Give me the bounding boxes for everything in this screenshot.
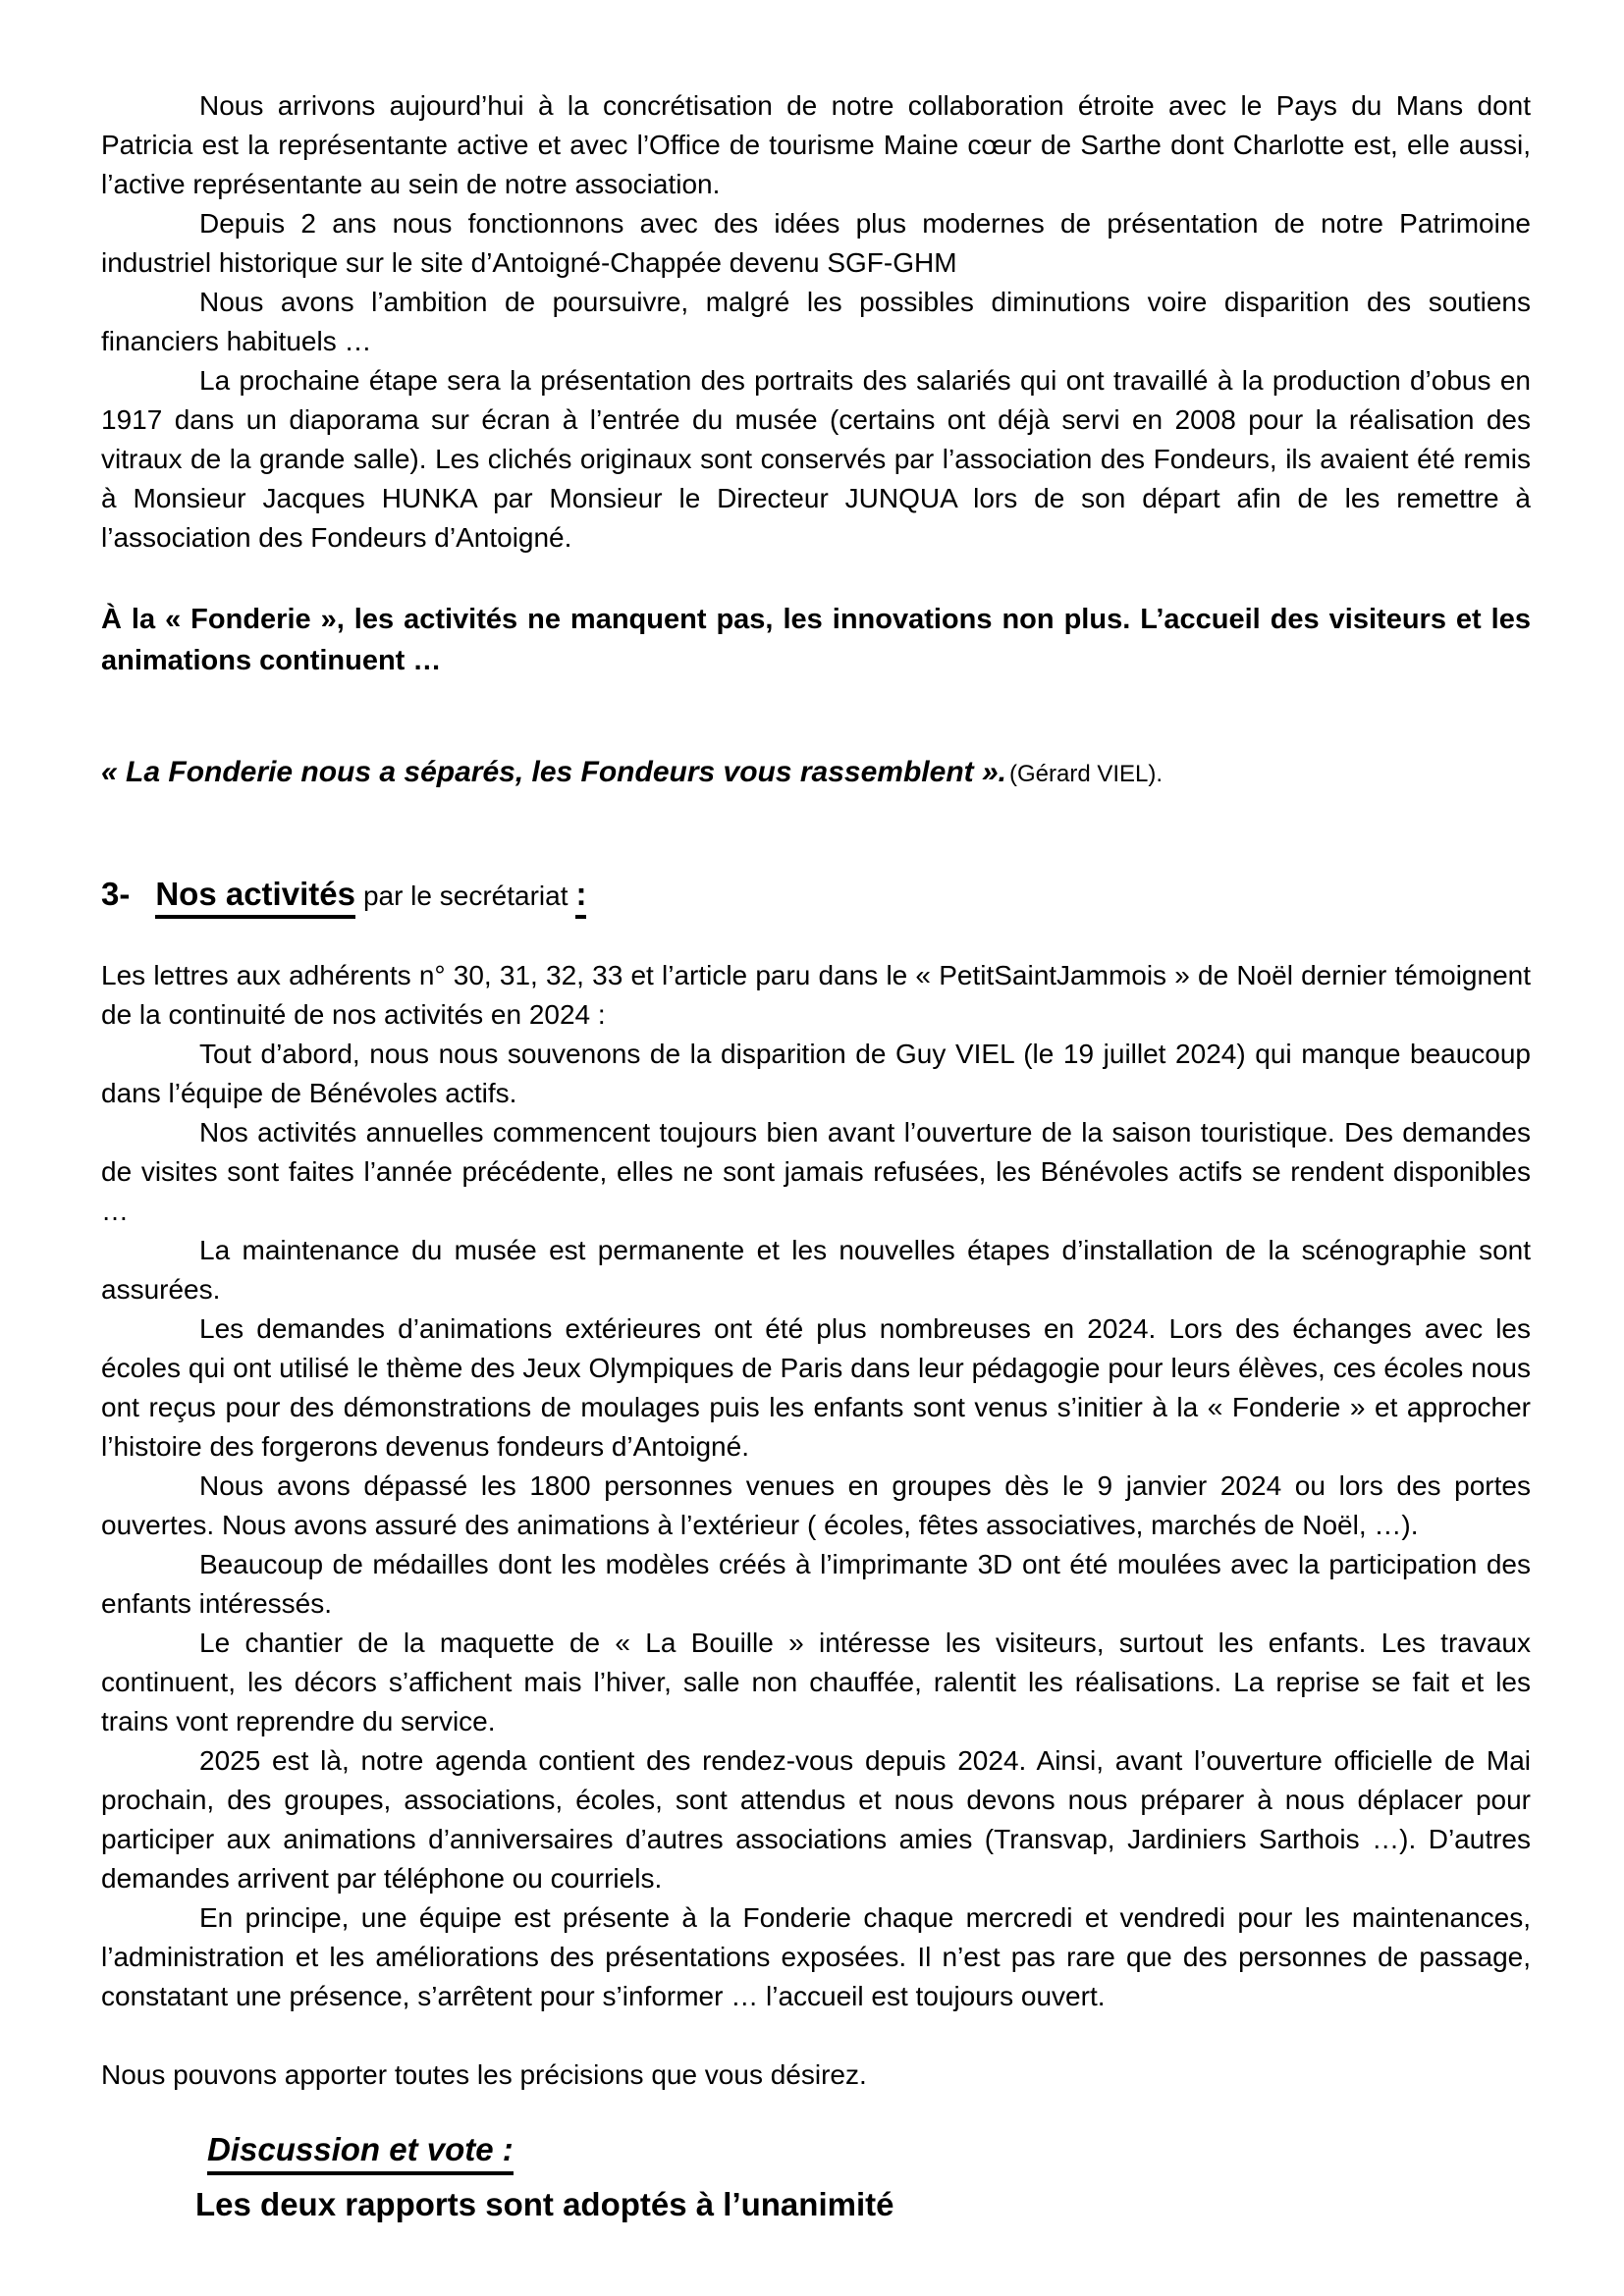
paragraph-medailles-3d: Beaucoup de médailles dont les modèles créés à l’imprimante 3D ont été moulées avec la participation des enfants intéressés. [101, 1549, 1531, 1620]
vote-heading [207, 2126, 1531, 2174]
paragraph-animations-exterieures: Les demandes d’animations extérieures ont été plus nombreuses en 2024. Lors des échanges avec les écoles qui ont utilisé le thème des Jeux Olympiques de Paris dans leur pédagogie pour leurs élèves, ces écoles nous ont reçus pour des démonstrations de moulages puis les enfants sont venus s’initier à la « Fonderie » et approcher l’histoire des forgerons devenus fondeurs d’Antoigné. [101, 1313, 1531, 1463]
highlight-paragraph: À la « Fonderie », les activités ne manquent pas, les innovations non plus. L’accueil des visiteurs et les animations continuent … [101, 604, 1531, 676]
section-3-title: Nos activités [155, 877, 355, 919]
vote-result: Les deux rapports sont adoptés à l’unanimité [195, 2185, 894, 2222]
quote-attribution: (Gérard VIEL). [1009, 761, 1164, 787]
section-3-number: 3- [101, 876, 131, 912]
paragraph-lettres-adherents: Les lettres aux adhérents n° 30, 31, 32, 33 et l’article paru dans le « PetitSaintJammois » de Noël dernier témoignent de la continuité de nos activités en 2024 : [101, 960, 1531, 1031]
paragraph-maintenance-musee: La maintenance du musée est permanente et les nouvelles étapes d’installation de la scénographie sont assurées. [101, 1235, 1531, 1306]
closing-section [101, 2056, 1531, 2095]
paragraph-collaboration: Nous arrivons aujourd’hui à la concrétisation de notre collaboration étroite avec le Pays du Mans dont Patricia est la représentante active et avec l’Office de tourisme Maine cœur de Sarthe dont Charlotte est, elle aussi, l’active représentante au sein de notre association. [101, 90, 1531, 199]
quote-line [101, 756, 1531, 789]
vote-heading-text: Discussion et vote : [207, 2132, 514, 2174]
intro-section [101, 86, 1531, 558]
paragraph-agenda-2025: 2025 est là, notre agenda contient des rendez-vous depuis 2024. Ainsi, avant l’ouverture officielle de Mai prochain, des groupes, associations, écoles, sont attendus et nous devons nous préparer à nous déplacer pour participer aux animations d’anniversaires d’autres associations amies (Transvap, Jardiniers Sarthois …). D’autres demandes arrivent par téléphone ou courriels. [101, 1745, 1531, 1895]
paragraph-equipe-presente: En principe, une équipe est présente à la Fonderie chaque mercredi et vendredi pour les maintenances, l’administration et les améliorations des présentations exposées. Il n’est pas rare que des personnes de passage, constatant une présence, s’arrêtent pour s’informer … l’accueil est toujours ouvert. [101, 1902, 1531, 2012]
paragraph-depuis-2-ans: Depuis 2 ans nous fonctionnons avec des idées plus modernes de présentation de notre Patrimoine industriel historique sur le site d’Antoigné-Chappée devenu SGF-GHM [101, 208, 1531, 278]
paragraph-ambition: Nous avons l’ambition de poursuivre, malgré les possibles diminutions voire disparition des soutiens financiers habituels … [101, 287, 1531, 356]
section-3-subtitle: par le secrétariat [362, 881, 568, 911]
quote-text: « La Fonderie nous a séparés, les Fondeurs vous rassemblent ». [101, 756, 1006, 788]
paragraph-precisions: Nous pouvons apporter toutes les précisions que vous désirez. [101, 2059, 867, 2091]
paragraph-activites-annuelles: Nos activités annuelles commencent toujours bien avant l’ouverture de la saison touristique. Des demandes de visites sont faites l’année précédente, elles ne sont jamais refusées, les Bénévoles actifs se rendent disponibles … [101, 1117, 1531, 1227]
section-3-body [101, 956, 1531, 2016]
paragraph-1800-personnes: Nous avons dépassé les 1800 personnes venues en groupes dès le 9 janvier 2024 ou lors des portes ouvertes. Nous avons assuré des animations à l’extérieur ( écoles, fêtes associatives, marchés de Noël, …). [101, 1470, 1531, 1541]
paragraph-guy-viel: Tout d’abord, nous nous souvenons de la disparition de Guy VIEL (le 19 juillet 2024) qui manque beaucoup dans l’équipe de Bénévoles actifs. [101, 1039, 1531, 1109]
paragraph-maquette-la-bouille: Le chantier de la maquette de « La Bouille » intéresse les visiteurs, surtout les enfants. Les travaux continuent, les décors s’affichent mais l’hiver, salle non chauffée, ralentit les réalisations. La reprise se fait et les trains vont reprendre du service. [101, 1628, 1531, 1737]
paragraph-prochaine-etape: La prochaine étape sera la présentation des portraits des salariés qui ont travaillé à la production d’obus en 1917 dans un diaporama sur écran à l’entrée du musée (certains ont déjà servi en 2008 pour la réalisation des vitraux de la grande salle). Les clichés originaux sont conservés par l’association des Fondeurs, ils avaient été remis à Monsieur Jacques HUNKA par Monsieur le Directeur JUNQUA lors de son départ afin de les remettre à l’association des Fondeurs d’Antoigné. [101, 365, 1531, 553]
section-3-colon: : [575, 877, 586, 919]
section-3-heading [101, 872, 1531, 919]
